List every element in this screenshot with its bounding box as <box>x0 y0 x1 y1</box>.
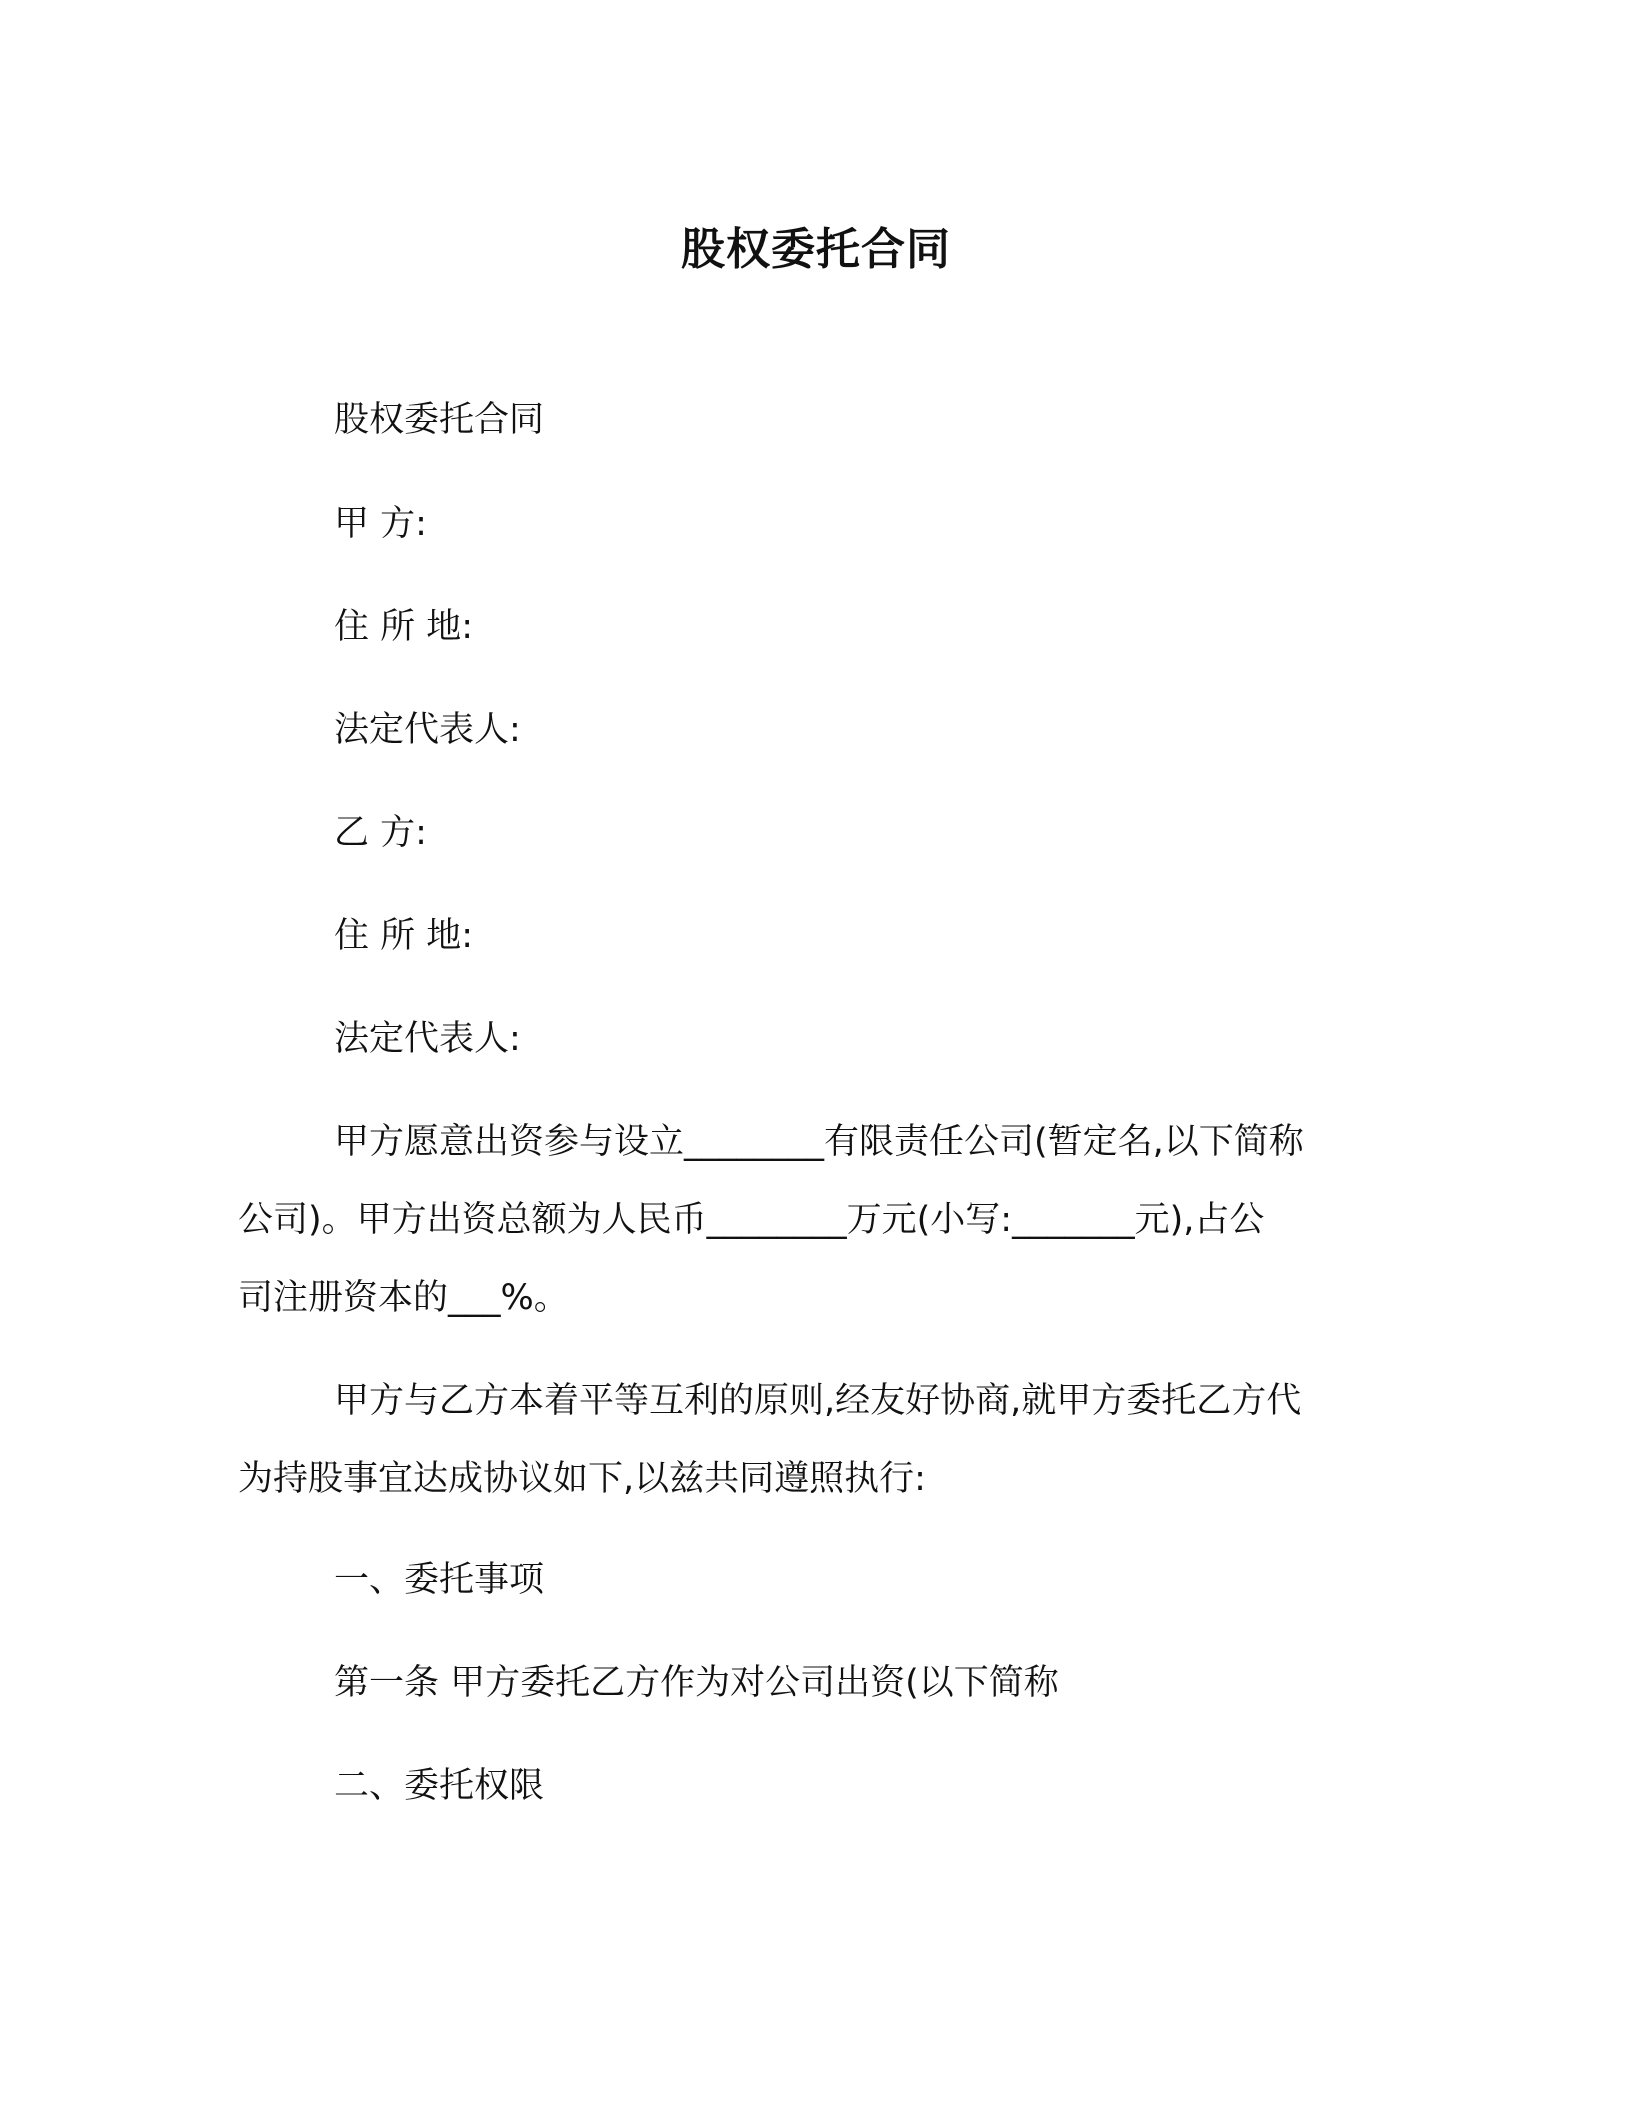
party-b-representative-label: 法定代表人: <box>334 1019 521 1059</box>
party-b-address-label: 住 所 地: <box>334 916 474 956</box>
investment-paragraph <box>238 1103 1398 1337</box>
agreement-intro-line: 为持股事宜达成协议如下,以兹共同遵照执行: <box>238 1459 926 1499</box>
section-heading-entrusted-matters: 一、委托事项 <box>334 1560 545 1600</box>
agreement-intro-paragraph <box>238 1362 1398 1518</box>
document-title: 股权委托合同 <box>681 224 951 275</box>
article-one: 第一条 甲方委托乙方作为对公司出资(以下简称 <box>334 1663 1059 1703</box>
subtitle-line: 股权委托合同 <box>334 400 545 440</box>
party-a-representative-label: 法定代表人: <box>334 710 521 750</box>
agreement-intro-line: 甲方与乙方本着平等互利的原则,经友好协商,就甲方委托乙方代 <box>334 1381 1302 1421</box>
investment-paragraph-line: 甲方愿意出资参与设立________有限责任公司(暂定名,以下简称 <box>334 1122 1304 1162</box>
investment-paragraph-line: 公司)。甲方出资总额为人民币________万元(小写:_______元),占公 <box>238 1200 1265 1240</box>
party-b-label: 乙 方: <box>334 813 427 853</box>
section-heading-entrusted-authority: 二、委托权限 <box>334 1766 545 1806</box>
party-a-address-label: 住 所 地: <box>334 607 474 647</box>
investment-paragraph-line: 司注册资本的___%。 <box>238 1278 569 1318</box>
party-a-label: 甲 方: <box>334 504 427 544</box>
